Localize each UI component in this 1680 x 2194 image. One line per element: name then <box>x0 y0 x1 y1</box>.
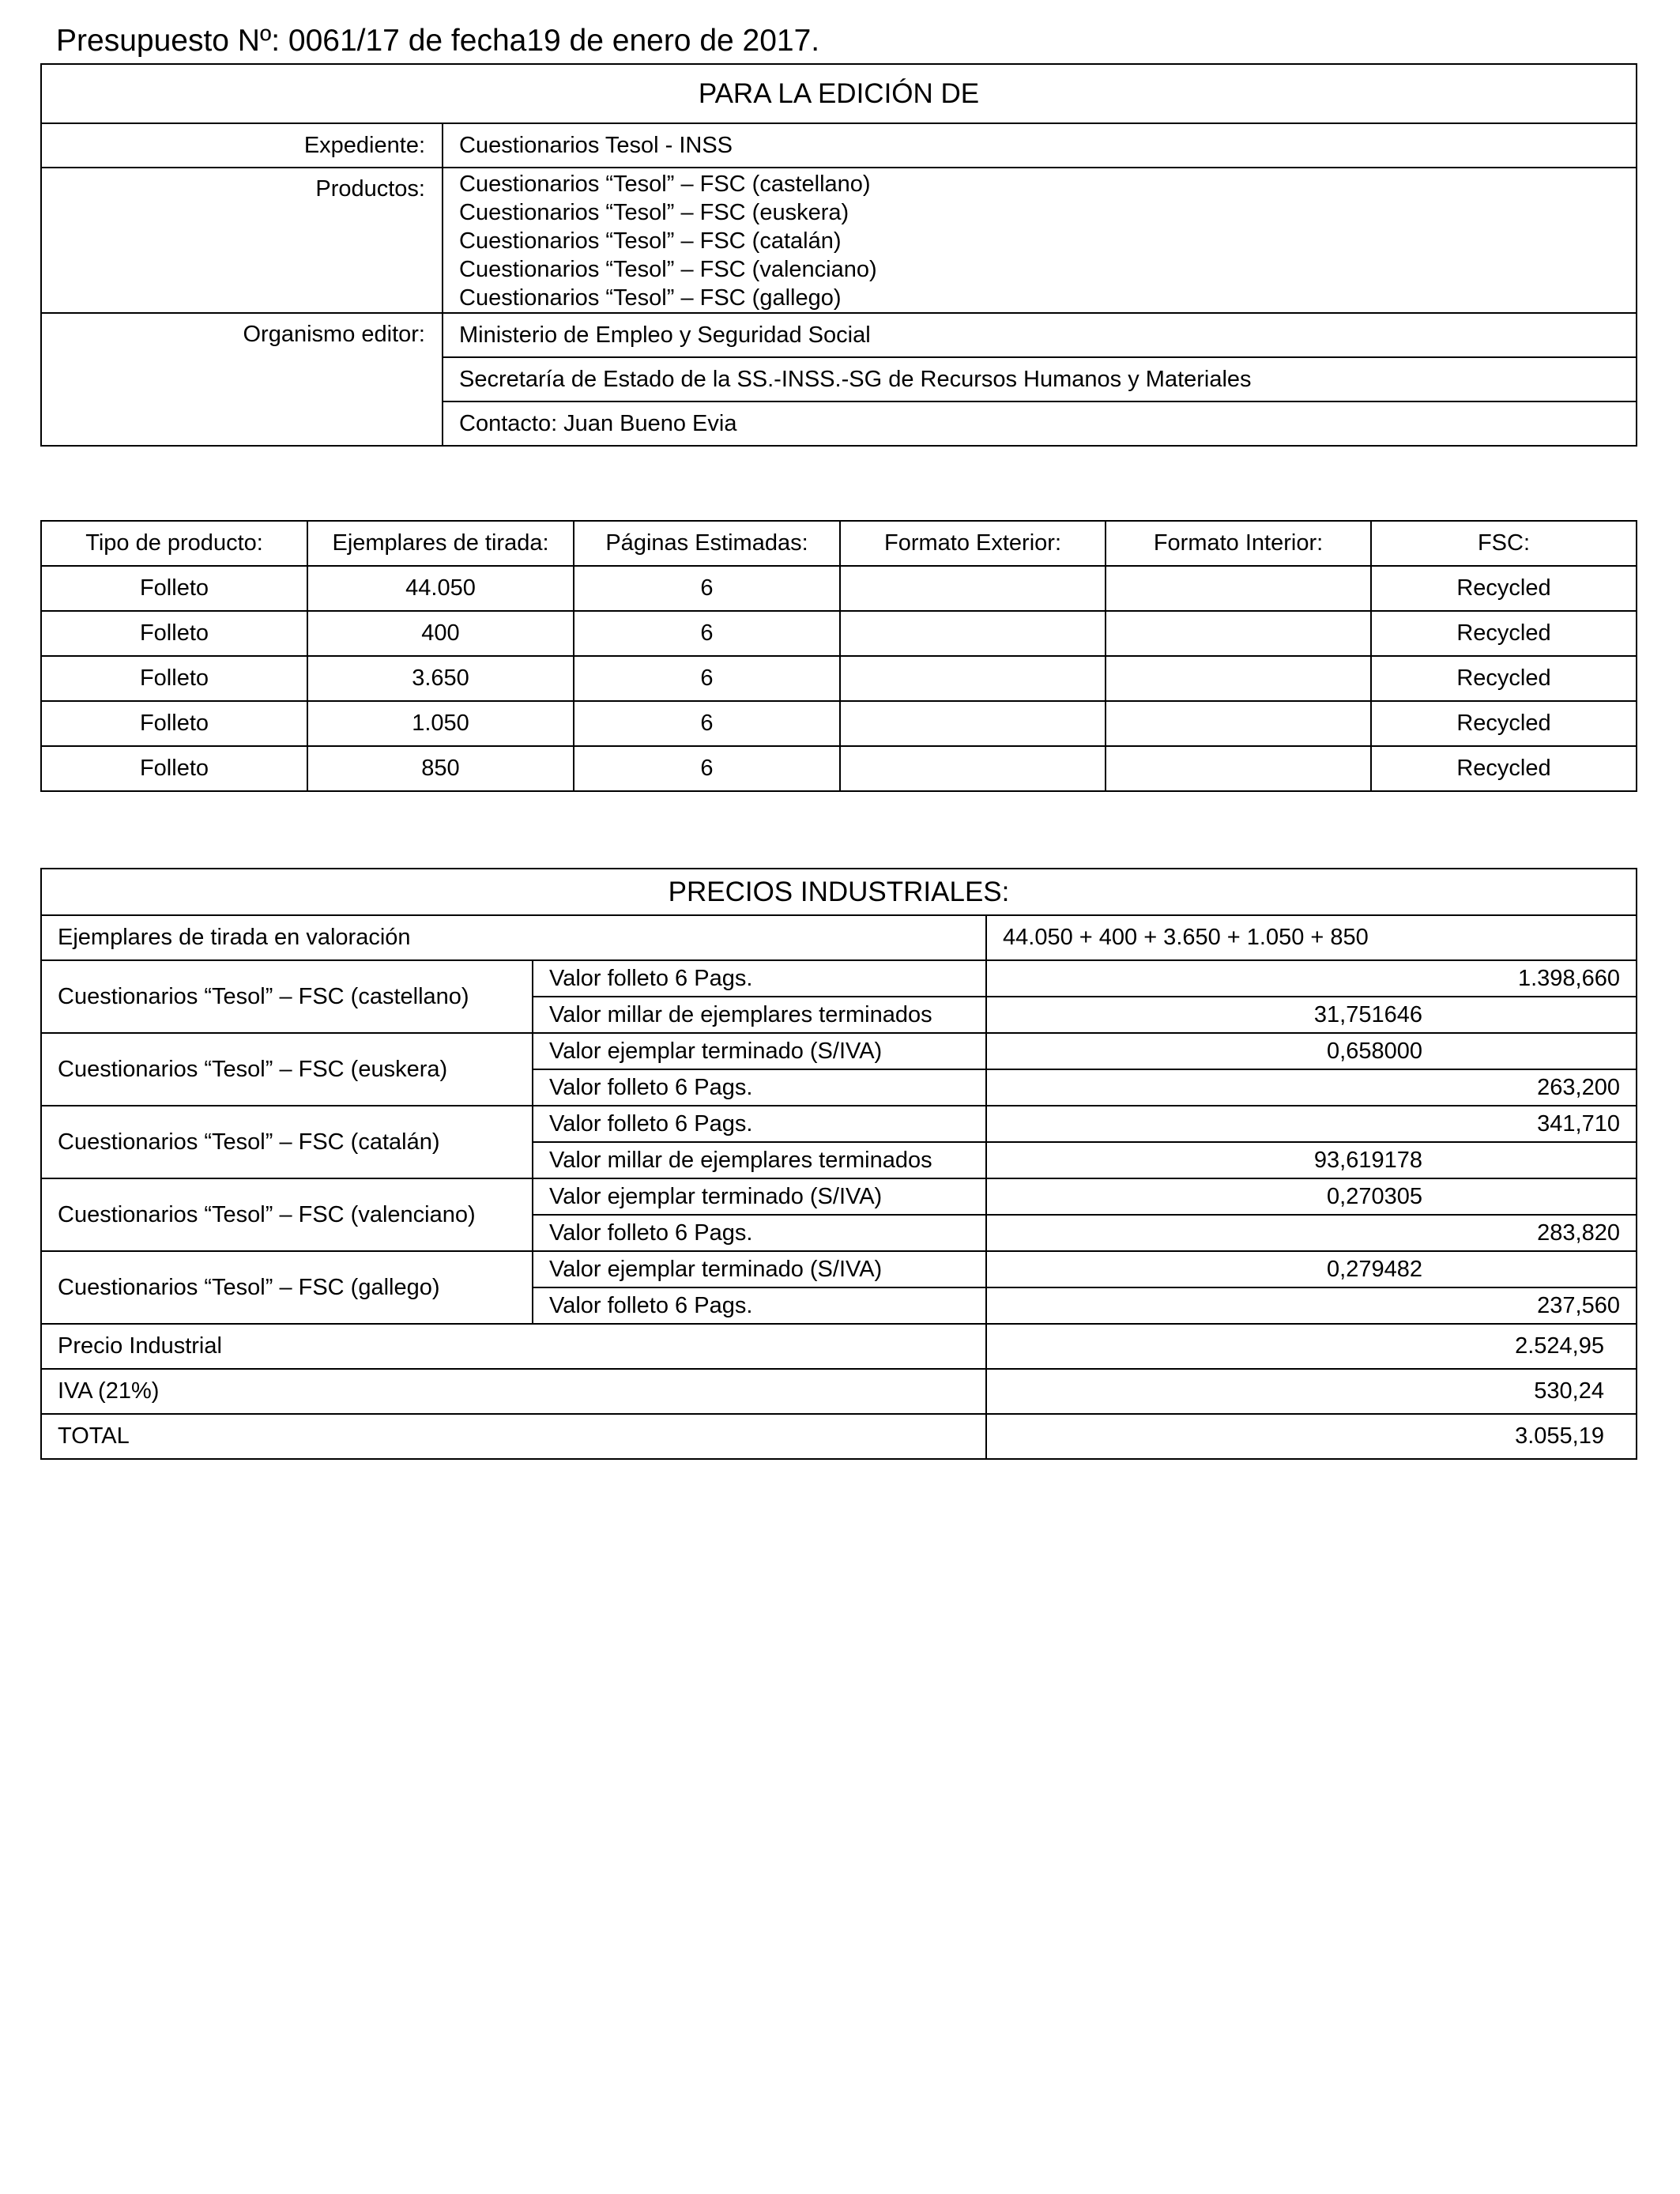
column-header: Formato Interior: <box>1106 521 1371 566</box>
precio-industrial-value: 2.524,95 <box>986 1324 1637 1369</box>
line-value: 93,619178 <box>986 1142 1637 1178</box>
line-label: Valor folleto 6 Pags. <box>533 1215 986 1251</box>
cell-fsc: Recycled <box>1371 746 1637 791</box>
line-value: 283,820 <box>986 1215 1637 1251</box>
column-header: Tipo de producto: <box>41 521 307 566</box>
column-header: Formato Exterior: <box>840 521 1106 566</box>
line-label: Valor ejemplar terminado (S/IVA) <box>533 1251 986 1287</box>
cell-formato-interior <box>1106 746 1371 791</box>
producto-item: Cuestionarios “Tesol” – FSC (gallego) <box>459 285 842 311</box>
cell-tipo: Folleto <box>41 611 307 656</box>
line-value: 0,279482 <box>986 1251 1637 1287</box>
cell-ejemplares: 44.050 <box>307 566 574 611</box>
table-row <box>41 656 1637 701</box>
cell-paginas: 6 <box>574 746 840 791</box>
cell-formato-exterior <box>840 566 1106 611</box>
cell-fsc: Recycled <box>1371 656 1637 701</box>
cell-formato-exterior <box>840 611 1106 656</box>
cell-formato-interior <box>1106 611 1371 656</box>
table-row <box>41 746 1637 791</box>
line-label: Valor millar de ejemplares terminados <box>533 1142 986 1178</box>
total-value: 3.055,19 <box>986 1414 1637 1459</box>
line-label: Valor folleto 6 Pags. <box>533 960 986 997</box>
group-name: Cuestionarios “Tesol” – FSC (catalán) <box>41 1106 533 1178</box>
edition-heading: PARA LA EDICIÓN DE <box>41 64 1637 123</box>
total-label: TOTAL <box>41 1414 986 1459</box>
group-name: Cuestionarios “Tesol” – FSC (euskera) <box>41 1033 533 1106</box>
table-row <box>41 611 1637 656</box>
precios-table <box>40 868 1637 1460</box>
cell-ejemplares: 850 <box>307 746 574 791</box>
line-value: 0,270305 <box>986 1178 1637 1215</box>
expediente-label: Expediente: <box>41 123 443 168</box>
line-value: 263,200 <box>986 1069 1637 1106</box>
column-header: FSC: <box>1371 521 1637 566</box>
group-name: Cuestionarios “Tesol” – FSC (gallego) <box>41 1251 533 1324</box>
producto-item: Cuestionarios “Tesol” – FSC (valenciano) <box>459 257 877 282</box>
table-row <box>41 566 1637 611</box>
line-label: Valor folleto 6 Pags. <box>533 1287 986 1324</box>
cell-paginas: 6 <box>574 656 840 701</box>
column-header: Ejemplares de tirada: <box>307 521 574 566</box>
group-name: Cuestionarios “Tesol” – FSC (valenciano) <box>41 1178 533 1251</box>
line-value: 1.398,660 <box>986 960 1637 997</box>
group-name: Cuestionarios “Tesol” – FSC (castellano) <box>41 960 533 1033</box>
line-value: 0,658000 <box>986 1033 1637 1069</box>
cell-formato-exterior <box>840 656 1106 701</box>
producto-item: Cuestionarios “Tesol” – FSC (euskera) <box>459 200 849 225</box>
line-label: Valor ejemplar terminado (S/IVA) <box>533 1033 986 1069</box>
line-label: Valor ejemplar terminado (S/IVA) <box>533 1178 986 1215</box>
line-label: Valor folleto 6 Pags. <box>533 1069 986 1106</box>
cell-tipo: Folleto <box>41 701 307 746</box>
cell-paginas: 6 <box>574 566 840 611</box>
organismo-ministerio: Ministerio de Empleo y Seguridad Social <box>443 313 1637 357</box>
table-row <box>41 701 1637 746</box>
iva-value: 530,24 <box>986 1369 1637 1414</box>
column-header: Páginas Estimadas: <box>574 521 840 566</box>
cell-formato-exterior <box>840 701 1106 746</box>
cell-tipo: Folleto <box>41 656 307 701</box>
expediente-value: Cuestionarios Tesol - INSS <box>443 123 1637 168</box>
cell-tipo: Folleto <box>41 566 307 611</box>
productos-list <box>443 168 1637 313</box>
line-value: 237,560 <box>986 1287 1637 1324</box>
cell-ejemplares: 400 <box>307 611 574 656</box>
cell-fsc: Recycled <box>1371 566 1637 611</box>
organismo-contacto: Contacto: Juan Bueno Evia <box>443 401 1637 446</box>
organismo-label: Organismo editor: <box>41 313 443 446</box>
precios-heading: PRECIOS INDUSTRIALES: <box>41 869 1637 915</box>
cell-formato-exterior <box>840 746 1106 791</box>
line-label: Valor folleto 6 Pags. <box>533 1106 986 1142</box>
product-specs-table <box>40 520 1637 792</box>
line-value: 31,751646 <box>986 997 1637 1033</box>
tirada-value: 44.050 + 400 + 3.650 + 1.050 + 850 <box>986 915 1637 960</box>
edition-table <box>40 63 1637 447</box>
document-title: Presupuesto Nº: 0061/17 de fecha19 de enero de 2017. <box>56 24 820 58</box>
productos-label: Productos: <box>41 168 443 313</box>
cell-formato-interior <box>1106 701 1371 746</box>
producto-item: Cuestionarios “Tesol” – FSC (castellano) <box>459 172 871 197</box>
line-value: 341,710 <box>986 1106 1637 1142</box>
tirada-label: Ejemplares de tirada en valoración <box>41 915 986 960</box>
table-header-row <box>41 521 1637 566</box>
line-label: Valor millar de ejemplares terminados <box>533 997 986 1033</box>
cell-ejemplares: 3.650 <box>307 656 574 701</box>
organismo-secretaria: Secretaría de Estado de la SS.-INSS.-SG de Recursos Humanos y Materiales <box>443 357 1637 401</box>
cell-formato-interior <box>1106 566 1371 611</box>
cell-fsc: Recycled <box>1371 701 1637 746</box>
cell-fsc: Recycled <box>1371 611 1637 656</box>
cell-tipo: Folleto <box>41 746 307 791</box>
cell-ejemplares: 1.050 <box>307 701 574 746</box>
cell-formato-interior <box>1106 656 1371 701</box>
cell-paginas: 6 <box>574 701 840 746</box>
precio-industrial-label: Precio Industrial <box>41 1324 986 1369</box>
producto-item: Cuestionarios “Tesol” – FSC (catalán) <box>459 228 842 254</box>
iva-label: IVA (21%) <box>41 1369 986 1414</box>
cell-paginas: 6 <box>574 611 840 656</box>
